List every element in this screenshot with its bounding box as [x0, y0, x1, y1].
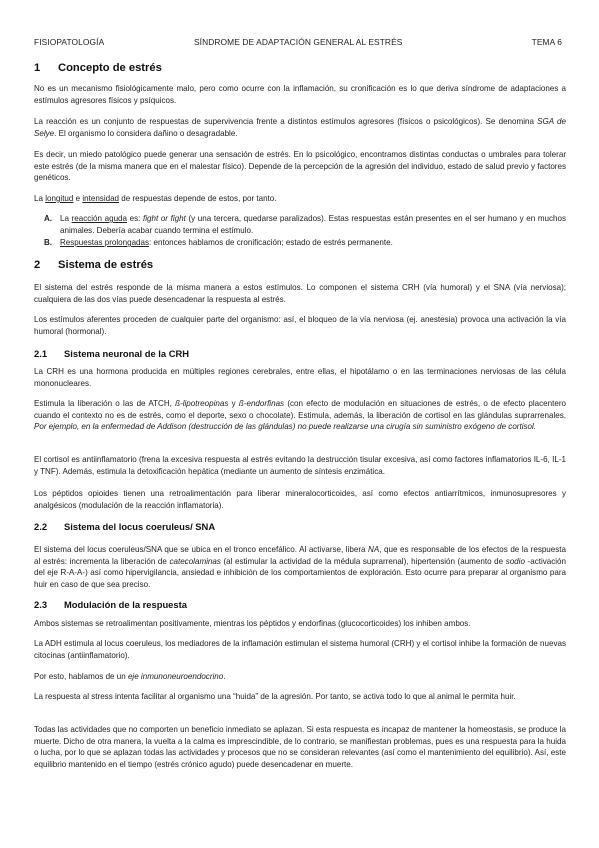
section-2-1-heading: 2.1 Sistema neuronal de la CRH: [34, 348, 190, 359]
s23-paragraph-4: La respuesta al stress intenta facilitar al organismo una “huida” de la agresión. Por tanto, se activa todo lo que al animal le permita huir.: [34, 692, 516, 701]
section-2-3-heading: 2.3 Modulación de la respuesta: [34, 599, 187, 610]
s21-paragraph-2: Estimula la liberación o las de ATCH, ß-lipotreopinas y ß-endorfinas (con efecto de modulación en situaciones de estrés, o de efecto placentero cuando el contexto no es de estrés, como el deporte, sexo o chocolate). Estimula, además, la liberación de cortisol en las glándulas suprarrenales. Por ejemplo, en la enfermedad de Addison (destrucción de las glándulas) no puede realizarse una cirugía sin suministro exógeno de cortisol.: [34, 399, 566, 431]
s1-paragraph-3: Es decir, un miedo patológico puede generar una sensación de estrés. En lo psicológico, encontramos distintas conductas o umbrales para tolerar este estrés (de la misma manera que en el malestar físico). Depende de la percepción de la agresión del individuo, estado de salud previo y factores genéticos.: [34, 150, 566, 182]
page-header: [34, 37, 566, 49]
s23-paragraph-3: Por esto, hablamos de un eje inmunoneuroendocrino.: [34, 672, 226, 681]
s2-paragraph-1: El sistema del estrés responde de la misma manera a estos estímulos. Lo componen el sistema CRH (vía humoral) y el SNA (vía nerviosa); cualquiera de las dos vías puede desencadenar la respuesta al estrés.: [34, 283, 566, 304]
s23-paragraph-2: La ADH estimula al locus coeruleus, los mediadores de la inflamación estimulan el sistema humoral (CRH) y el cortisol inhibe la formación de nuevas citocinas (antiinflamatorio).: [34, 639, 566, 660]
header-tema: TEMA 6: [531, 37, 562, 47]
list-item-b: B. Respuestas prolongadas: entonces hablamos de cronificación; estado de estrés permanente.: [44, 238, 393, 247]
header-title: SÍNDROME DE ADAPTACIÓN GENERAL AL ESTRÉS: [194, 37, 403, 47]
section-2-heading: 2 Sistema de estrés: [34, 259, 154, 271]
s1-paragraph-1: No es un mecanismo fisiológicamente malo, pero como ocurre con la inflamación, su cronificación es lo que deriva síndrome de adaptaciones a estímulos agresores físicos y psíquicos.: [34, 84, 566, 105]
s21-paragraph-1: La CRH es una hormona producida en múltiples regiones cerebrales, entre ellas, el hipotálamo o en las terminaciones nerviosas de las célula mononucleares.: [34, 367, 566, 388]
header-subject: FISIOPATOLOGÍA: [34, 37, 105, 47]
s23-paragraph-5: Todas las actividades que no comporten un beneficio inmediato se aplazan. Si esta respuesta es incapaz de mantener la homeostasis, se produce la muerte. Dicho de otra manera, la vuelta a la calma es imprescindible, de lo contrario, se manifiestan problemas, pues es una respuesta para la huida o lucha, por lo que se aplazan todas las actividades y procesos que no se consideran relevantes (así como el mantenimiento del equilibrio). Así, este equilibrio mantenido en el tiempo (estrés crónico agudo) puede desencadenar en muerte.: [34, 725, 566, 769]
s1-paragraph-4: La longitud e intensidad de respuestas depende de estos, por tanto.: [34, 194, 277, 203]
s21-paragraph-3: El cortisol es antiinflamatorio (frena la excesiva respuesta al estrés evitando la destrucción tisular excesiva, así como factores inflamatorios IL-6, IL-1 y TNF). Además, estimula la detoxificación hepática (mediante un aumento de síntesis enzimática.: [34, 455, 566, 476]
s1-paragraph-2: La reacción es un conjunto de respuestas de supervivencia frente a distintos estímulos agresores (físicos o psicológicos). Se denomina SGA de Selye. El organismo lo considera dañino o desagradable.: [34, 117, 566, 138]
s23-paragraph-1: Ambos sistemas se retroalimentan positivamente, mientras los péptidos y endorfinas (glucocorticoides) los inhiben ambos.: [34, 619, 471, 628]
section-2-2-heading: 2.2 Sistema del locus coeruleus/ SNA: [34, 521, 216, 532]
s2-paragraph-2: Los estímulos aferentes proceden de cualquier parte del organismo: así, el bloqueo de la vía nerviosa (ej. anestesia) provoca una activación la vía humoral (hormonal).: [34, 315, 566, 336]
s21-paragraph-4: Los péptidos opioides tienen una retroalimentación para liberar mineralocorticoides, así como efectos antiarrítmicos, inmunosupresores y analgésicos (modulación de la reacción inflamatoria).: [34, 489, 566, 510]
s22-paragraph-1: El sistema del locus coeruleus/SNA que se ubica en el tronco encefálico. Al activarse, libera NA, que es responsable de los efectos de la respuesta al estrés: incrementa la liberación de catecolaminas (al estimular la actividad de la médula suprarrenal), hipertensión (aumento de sodio -activación del eje R-A-A-) así como hipervigilancia, ansiedad e inhibición de los comportamientos de exploración. Esto ocurre para preparar al organismo para huir en caso de que sea preciso.: [34, 545, 566, 589]
list-item-a: A. La reacción aguda es: fight or fight (y una tercera, quedarse paralizados). Estas respuestas están presentes en el ser humano y en muchos animales. Debería acabar cuando termina el estímulo.: [44, 214, 567, 235]
section-1-heading: 1 Concepto de estrés: [34, 62, 162, 74]
